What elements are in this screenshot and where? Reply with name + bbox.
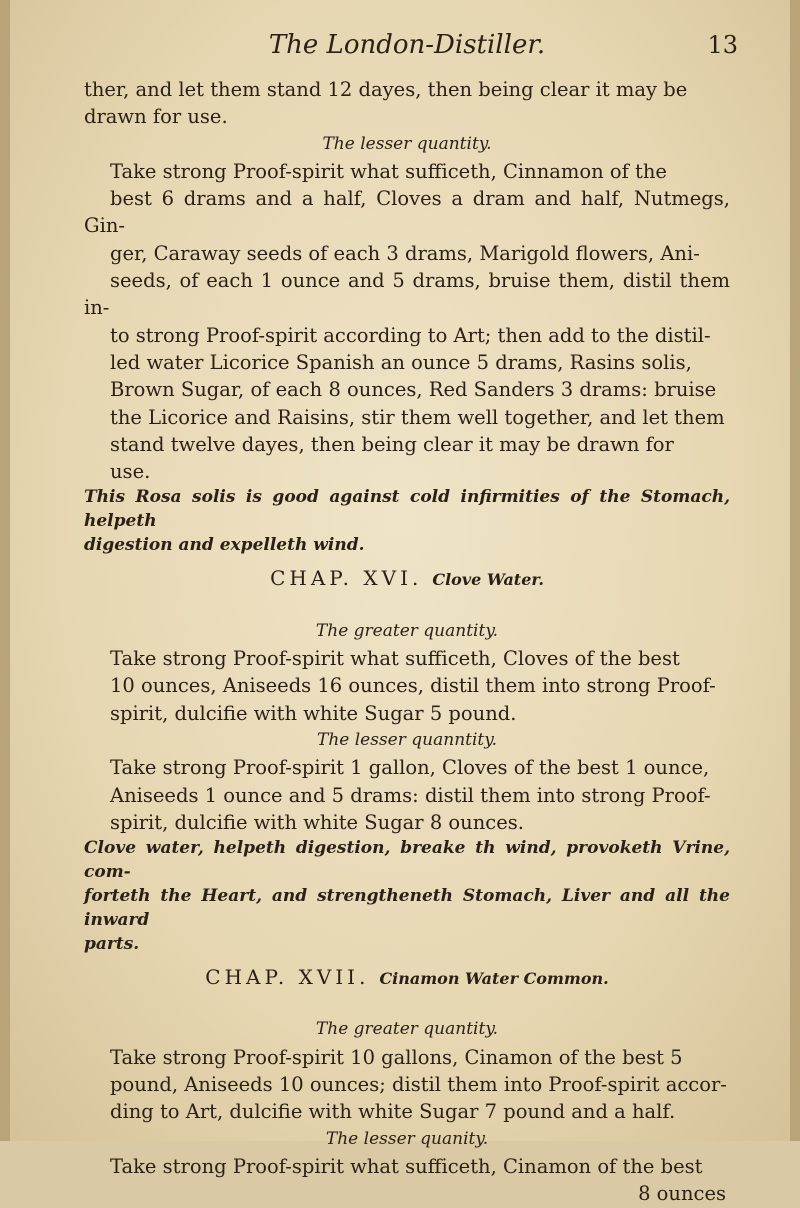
- text-paragraph: [84, 1153, 730, 1180]
- running-title: The London-Distiller.: [268, 30, 546, 60]
- page-number: 13: [707, 31, 738, 59]
- text-line: ger, Caraway seeds of each 3 drams, Marigold flowers, Ani-: [110, 241, 700, 265]
- text-line: Take strong Proof-spirit what sufficeth, Cinnamon of the: [110, 159, 667, 183]
- page-edge-left: [0, 0, 10, 1141]
- section-subheading: The lesser quanntity.: [316, 729, 497, 750]
- text-line: pound, Aniseeds 10 ounces; distil them into Proof-spirit accor-: [110, 1073, 727, 1097]
- text-line: 10 ounces, Aniseeds 16 ounces, distil them into strong Proof-: [110, 674, 716, 698]
- chapter-heading: [84, 964, 730, 992]
- catchword: 8 ounces: [638, 1182, 726, 1206]
- text-line: use.: [110, 460, 151, 484]
- text-line: parts.: [84, 934, 140, 955]
- chapter-heading: [84, 565, 730, 593]
- text-line: Aniseeds 1 ounce and 5 drams: distil them into strong Proof-: [110, 783, 711, 807]
- section-subheading: The lesser quantity.: [322, 133, 492, 154]
- text-line: digestion and expelleth wind.: [84, 535, 365, 556]
- text-line: spirit, dulcifie with white Sugar 5 pound.: [110, 701, 517, 725]
- text-paragraph: [84, 754, 730, 836]
- text-line: Take strong Proof-spirit 1 gallon, Cloves of the best 1 ounce,: [110, 756, 710, 780]
- page-edge-right: [790, 0, 800, 1141]
- annotation-paragraph: [84, 836, 730, 956]
- text-paragraph: [84, 158, 730, 486]
- text-line: Take strong Proof-spirit what sufficeth, Cinamon of the best: [110, 1154, 703, 1178]
- text-line: led water Licorice Spanish an ounce 5 drams, Rasins solis,: [110, 350, 692, 374]
- page-header: [84, 28, 738, 76]
- section-subheading: The greater quantity.: [315, 1019, 499, 1040]
- text-line: spirit, dulcifie with white Sugar 8 ounces.: [110, 810, 524, 834]
- text-paragraph: [84, 76, 730, 131]
- text-line: the Licorice and Raisins, stir them well together, and let them: [110, 405, 725, 429]
- chapter-title: Clove Water.: [432, 570, 544, 590]
- text-line: Take strong Proof-spirit what sufficeth, Cloves of the best: [110, 647, 680, 671]
- text-line: best 6 drams and a half, Cloves a dram and half, Nutmegs, Gin-: [84, 187, 730, 238]
- annotation-paragraph: [84, 485, 730, 557]
- text-line: to strong Proof-spirit according to Art; then add to the distil-: [110, 323, 711, 347]
- text-line: ding to Art, dulcifie with white Sugar 7 pound and a half.: [110, 1100, 676, 1124]
- text-line: forteth the Heart, and strengtheneth Stomach, Liver and all the inward: [84, 886, 730, 931]
- section-subheading: The lesser quanity.: [325, 1128, 489, 1149]
- text-line: Brown Sugar, of each 8 ounces, Red Sanders 3 drams: bruise: [110, 378, 717, 402]
- text-line: stand twelve dayes, then being clear it may be drawn for: [110, 432, 674, 456]
- text-line: seeds, of each 1 ounce and 5 drams, bruise them, distil them in-: [84, 269, 730, 320]
- text-line: drawn for use.: [84, 105, 228, 129]
- chapter-title: Cinamon Water Common.: [379, 969, 609, 989]
- chapter-label: CHAP. XVII.: [205, 965, 370, 990]
- text-paragraph: [84, 645, 730, 727]
- page-body: [84, 76, 730, 1208]
- text-line: Clove water, helpeth digestion, breake th wind, provoketh Vrine, com-: [84, 838, 730, 883]
- text-line: This Rosa solis is good against cold infirmities of the Stomach, helpeth: [84, 487, 730, 532]
- text-paragraph: [84, 1044, 730, 1126]
- text-line: Take strong Proof-spirit 10 gallons, Cinamon of the best 5: [110, 1045, 683, 1069]
- section-subheading: The greater quantity.: [315, 620, 499, 641]
- chapter-label: CHAP. XVI.: [270, 566, 423, 591]
- text-line: ther, and let them stand 12 dayes, then being clear it may be: [84, 78, 688, 101]
